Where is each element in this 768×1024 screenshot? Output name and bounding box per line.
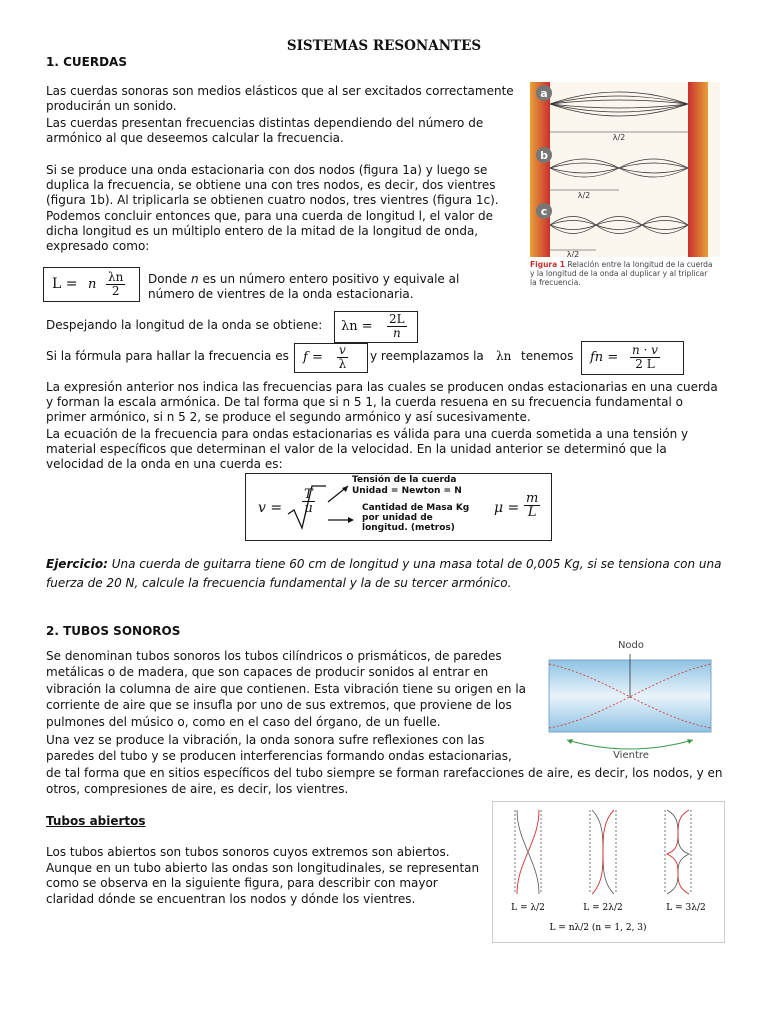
section-heading-cuerdas: 1. CUERDAS xyxy=(46,55,127,69)
paragraph: Se denominan tubos sonoros los tubos cilíndricos o prismáticos, de paredes metálicas o de madera, que son capaces de producir sonidos al entrar en vibración la columna de aire que contienen. Esta vibración tiene su origen en la corriente de aire que se insufla por uno de sus extremos, que proviene de los pulmones del músico o, como en el caso del órgano, de un fuelle. xyxy=(46,649,527,729)
label-vientre: Vientre xyxy=(613,750,649,760)
paragraph: Despejando la longitud de la onda se obtiene: xyxy=(46,318,323,332)
eq-general: L = nλ/2 (n = 1, 2, 3) xyxy=(549,923,647,933)
paragraph: Las cuerdas sonoras son medios elásticos que al ser excitados correctamente producirán un sonido. xyxy=(46,84,514,114)
page-title: SISTEMAS RESONANTES xyxy=(286,38,482,54)
subheading-tubos-abiertos: Tubos abiertos xyxy=(46,814,146,828)
paragraph: de tal forma que en sitios específicos del tubo siempre se forman rarefacciones de aire, es decir, los nodos, y en otros, compresiones de aire, es decir, los vientres. xyxy=(46,766,723,797)
figure-caption: Figura 1 Relación entre la longitud de la cuerda y la longitud de la onda al duplicar y al triplicar la frecuencia. xyxy=(530,260,713,287)
label-nodo: Nodo xyxy=(617,640,645,651)
half-lambda-a: λ/2 xyxy=(612,133,626,142)
label-tension: Tensión de la cuerda xyxy=(352,475,457,485)
tube-image xyxy=(545,636,715,760)
figure-open-tubes xyxy=(492,801,725,943)
paragraph: Si la fórmula para hallar la frecuencia es xyxy=(46,349,289,363)
exercise: Ejercicio: Una cuerda de guitarra tiene 60 cm de longitud y una masa total de 0,005 Kg, si se tensiona con una fuerza de 20 N, calcule la frecuencia fundamental y la de su tercer armónico. xyxy=(46,557,722,590)
paragraph: y reemplazamos la xyxy=(370,349,484,363)
fig-label-c: c xyxy=(540,205,548,218)
label-unit: Unidad = Newton = N xyxy=(352,486,462,496)
formula-frequency: f = $\frac{v}{\lambda}$ xyxy=(294,343,368,373)
open-tubes-image xyxy=(493,802,724,942)
fig-label-a: a xyxy=(540,87,548,100)
eq-third-harmonic: L = 3λ/2 xyxy=(666,903,706,913)
eq-second-harmonic: L = 2λ/2 xyxy=(583,903,623,913)
label-mass: Cantidad de Masa Kg xyxy=(362,503,470,513)
figure-tube-standing-wave xyxy=(545,636,715,760)
paragraph: Si se produce una onda estacionaria con dos nodos (figura 1a) y luego se duplica la frecuencia, se obtiene una con tres nodos, es decir, dos vientres (figura 1b). Al triplicarla se obtienen cuatro nodos, tres vientres (figura 1c). Podemos concluir entonces que, para una cuerda de longitud l, el valor de dicha longitud es un múltiplo entero de la mitad de la longitud de onda, expresado como: xyxy=(46,163,499,254)
fig-label-b: b xyxy=(540,149,548,162)
paragraph: La expresión anterior nos indica las frecuencias para las cuales se producen ondas estacionarias en una cuerda y forman la escala armónica. De tal forma que si n 5 1, la cuerda resuena en su frecuencia fundamental o primer armónico, si n 5 2, se produce el segundo armónico y así sucesivamente. xyxy=(46,380,718,425)
string-waves-image xyxy=(530,82,720,257)
paragraph: Los tubos abiertos son tubos sonoros cuyos extremos son abiertos. Aunque en un tubo abierto las ondas son longitudinales, se representan como se observa en la siguiente figura, para describir con mayor claridad dónde se encuentran los nodos y dónde los vientres. xyxy=(46,845,480,906)
formula-wavelength: λn = $\frac{2L}{n}$ xyxy=(334,311,418,343)
paragraph: tenemos xyxy=(521,349,574,363)
formula-velocity: v = $\frac{T}{\mu}$ Tensión de la cuerda Unidad = Newton = N Cantidad de Masa Kg por unidad de longitud. (metros) μ = $\frac{m}{L}$ xyxy=(245,473,552,541)
paragraph: Una vez se produce la vibración, la onda sonora sufre reflexiones con las paredes del tubo y se producen interferencias formando ondas estacionarias, xyxy=(46,733,512,764)
half-lambda-b: λ/2 xyxy=(577,191,591,200)
formula-length: L = n $\frac{\lambda n}{2}$ xyxy=(43,267,140,302)
paragraph: Las cuerdas presentan frecuencias distintas dependiendo del número de armónico al que deseemos calcular la frecuencia. xyxy=(46,116,484,146)
section-heading-tubos: 2. TUBOS SONOROS xyxy=(46,624,181,638)
eq-first-harmonic: L = λ/2 xyxy=(511,903,545,913)
paragraph: La ecuación de la frecuencia para ondas estacionarias es válida para una cuerda sometida a una tensión y material específicos que determinan el valor de la velocidad. En la unidad anterior se determinó que la velocidad de la onda en una cuerda es: xyxy=(46,427,689,472)
lambda-symbol: λn xyxy=(496,349,512,363)
formula-harmonic-frequency: fn = $\frac{n \cdot v}{2 L}$ xyxy=(581,341,684,375)
figure-string-harmonics xyxy=(530,82,720,292)
half-lambda-c: λ/2 xyxy=(566,250,580,257)
paragraph: Donde n es un número entero positivo y equivale al número de vientres de la onda estacionaria. xyxy=(148,272,460,302)
